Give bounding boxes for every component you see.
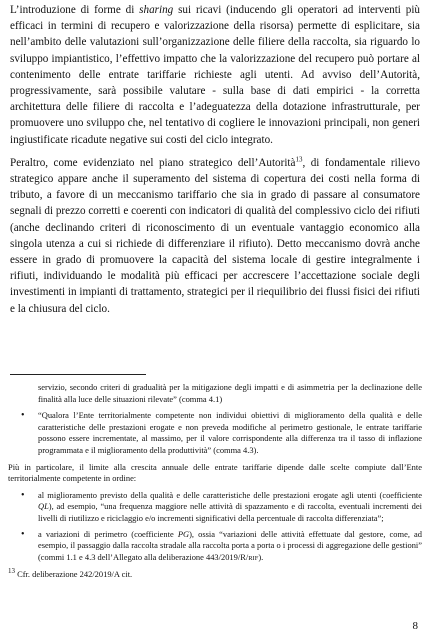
p1-text-start: L’introduzione di forme di <box>10 4 140 16</box>
bullet-c-end: ). <box>258 551 264 562</box>
coefficient-ql: QL <box>38 501 49 512</box>
footnote-bullet-list-1 <box>8 410 422 456</box>
footnote-bullet-qualora: • “Qualora l’Ente territorialmente competente non individui obiettivi di miglioramento della qualità e delle caratteristiche delle prestazioni erogate e non preveda modifiche al perimetro gestionale, le entrate tariffarie possono essere incrementate, al massimo, per il valore corrispondente alla differenza tra il tasso di inflazione programmata e il miglioramento della produttività” (comma 4.3). <box>8 410 422 456</box>
footnote-continuation: servizio, secondo criteri di gradualità per la mitigazione degli impatti e di asimmetria per la declinazione delle finalità alla luce delle situazioni rilevate” (comma 4.1) <box>38 382 422 404</box>
p2-text-rest: , di fondamentale rilievo strategico appare anche il superamento del sistema di copertura dei costi nella forma di tributo, a favore di un meccanismo tariffario che sia in grado di passare al consumatore segnali di prezzo corretti e coerenti con indicatori di qualità del complessivo ciclo dei rifiuti (anche declinando criteri di riconoscimento di un eventuale vantaggio economico alla singola utenza a cui si richiede di differenziare il rifiuto). Detto meccanismo dovrà anche essere in grado di promuovere la capacità del sistema locale di gestire integralmente i rifiuti, individuando le modalità più efficaci per accrescere l’accettazione sociale degli investimenti in impianti di trattamento, strategici per il riequilibrio dei flussi fisici dei rifiuti e la chiusura del ciclo. <box>10 156 420 315</box>
footnote-13-text: Cfr. deliberazione 242/2019/A cit. <box>15 569 133 580</box>
bullet-c-rif: RIF <box>248 554 259 562</box>
footnotes <box>8 382 422 581</box>
footnote-ref-13[interactable]: 13 <box>295 155 303 164</box>
footnote-intro: Più in particolare, il limite alla crescita annuale delle entrate tariffarie dipende dalle scelte compiute dall’Ente territorialmente competente in ordine: <box>8 461 422 484</box>
footnote-bullet-quality <box>8 490 422 525</box>
paragraph-1 <box>10 2 420 148</box>
footnote-bullet-perimeter <box>8 529 422 565</box>
footnote-separator <box>10 374 146 375</box>
paragraph-2 <box>10 155 420 317</box>
coefficient-pg: PG <box>177 528 190 539</box>
bullet-b-rest: ), ad esempio, “una frequenza maggiore nelle attività di spazzamento e di raccolta, eventuali incrementi dei livelli di riutilizzo e riciclaggio e/o incrementi significativi della percentuale di raccolta differenziata”; <box>38 501 422 523</box>
footnote-13 <box>8 569 422 581</box>
bullet-c-start: a variazioni di perimetro (coefficiente <box>38 528 178 539</box>
bullet-c-rest: ), ossia “variazioni delle attività effettuate dal gestore, come, ad esempio, il passaggio dalla raccolta stradale alla raccolta porta a porta o i processi di aggregazione delle gestioni” (commi 1.1 e 4.3 dell’Allegato alla deliberazione 443/2019/R/ <box>38 528 422 562</box>
p1-emphasis-sharing: sharing <box>139 4 174 16</box>
bullet-b-start: al miglioramento previsto della qualità e delle caratteristiche delle prestazioni erogate agli utenti (coefficiente <box>38 489 422 500</box>
p2-text-start: Peraltro, come evidenziato nel piano strategico dell’Autorità <box>10 156 296 169</box>
p1-text-rest: sui ricavi (inducendo gli operatori ad interventi più efficaci in termini di recupero e valorizzazione della risorsa) permette di esplicitare, sia nell’ambito delle valutazioni sull’organizzazione delle filiere della raccolta, sia riguardo lo sviluppo impiantistico, l’effettivo impatto che la valorizzazione del recupero può portare al contenimento delle entrate tariffarie richieste agli utenti. Ad avviso dell’Autorità, progressivamente, sarà possibile valutare - sulla base di dati empirici - la corretta architettura delle filiere di raccolta e l’adeguatezza della dotazione infrastrutturale, per promuovere uno sviluppo che, nel tentativo di cogliere le innovazioni principali, non generi ingiustificate ricadute negative sui costi del ciclo integrato. <box>10 4 420 146</box>
body-text <box>10 2 420 323</box>
footnote-bullet-list-2 <box>8 490 422 565</box>
page-number: 8 <box>412 620 418 632</box>
footnote-13-number: 13 <box>8 567 15 576</box>
